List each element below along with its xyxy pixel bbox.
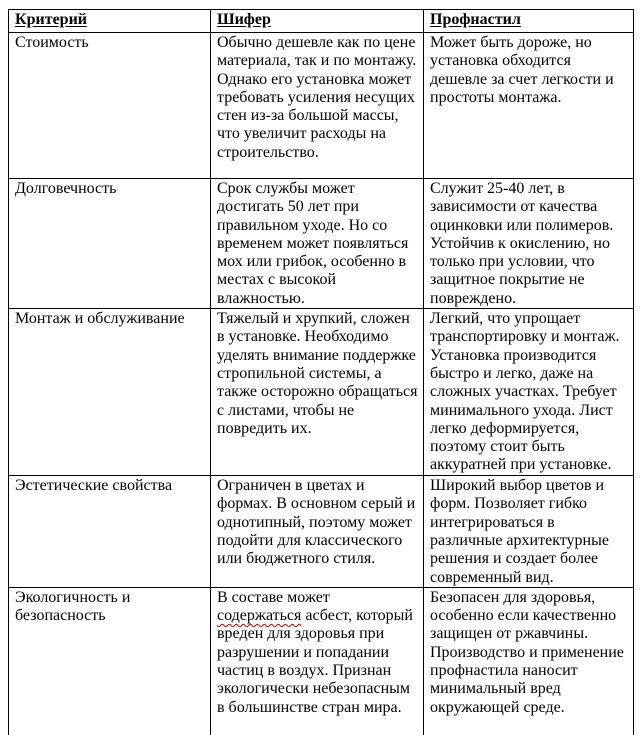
table-row-cost	[9, 33, 634, 179]
slate-text: Обычно дешевле как по цене материала, так и по монтажу. Однако его установка может требовать усиления несущих стен из-за большой массы, что увеличит расходы на строительство.	[217, 34, 417, 161]
slate-text-before: В составе может	[217, 588, 330, 606]
table-row-aesthetics	[9, 476, 634, 588]
header-criterion-label: Критерий	[15, 11, 88, 28]
slate-text: Тяжелый и хрупкий, сложен в установке. Необходимо уделять внимание поддержке стропильной системы, а также осторожно обращаться с листами, чтобы не повредить их.	[217, 310, 418, 437]
cell-slate	[211, 309, 424, 476]
profiled-text: Легкий, что упрощает транспортировку и монтаж. Установка производится быстро и легко, даже на сложных участках. Требует минимального ухода. Лист легко деформируется, поэтому стоит быть аккуратней при установке.	[430, 310, 620, 474]
criterion-text: Стоимость	[15, 34, 89, 51]
header-profiled-sheet-label: Профнастил	[430, 11, 521, 28]
profiled-text: Может быть дороже, но установка обходится дешевле за счет легкости и простоты монтажа.	[430, 34, 614, 106]
table-row-installation	[9, 309, 634, 476]
profiled-text: Служит 25-40 лет, в зависимости от качества оцинковки или полимеров. Устойчив к окислению, но только при условии, что защитное покрытие не повреждено.	[430, 180, 614, 307]
table-header-row	[9, 10, 634, 33]
slate-text-after: асбест, который вреден для здоровья при разрушении и попадании частиц в воздух. Признан экологически небезопасным в большинстве стран мира.	[217, 607, 413, 716]
cell-profiled	[424, 33, 634, 179]
cell-criterion	[9, 179, 211, 309]
criterion-text: Экологичность и безопасность	[15, 588, 131, 625]
cell-slate	[211, 587, 424, 735]
profiled-text: Безопасен для здоровья, особенно если качественно защищен от ржавчины. Производство и применение профнастила наносит минимальный вред окружающей среде.	[430, 588, 624, 716]
cell-criterion	[9, 476, 211, 588]
cell-slate	[211, 476, 424, 588]
criterion-text: Эстетические свойства	[15, 477, 173, 495]
table-row-ecology-safety	[9, 587, 634, 735]
cell-criterion	[9, 33, 211, 179]
cell-slate	[211, 179, 424, 309]
header-profiled-sheet	[424, 10, 634, 33]
header-slate	[211, 10, 424, 33]
comparison-table	[8, 9, 634, 735]
cell-profiled	[424, 476, 634, 588]
cell-criterion	[9, 309, 211, 476]
criterion-text: Долговечность	[15, 180, 117, 197]
cell-criterion	[9, 587, 211, 735]
header-slate-label: Шифер	[217, 11, 271, 28]
header-criterion	[9, 10, 211, 33]
cell-profiled	[424, 309, 634, 476]
criterion-text: Монтаж и обслуживание	[15, 310, 185, 328]
profiled-text: Широкий выбор цветов и форм. Позволяет гибко интегрироваться в различные архитектурные решения и создает более современный вид.	[430, 477, 609, 586]
slate-text: Срок службы может достигать 50 лет при правильном уходе. Но со временем может появляться мох или грибок, особенно в местах с высокой влажностью.	[217, 180, 409, 307]
cell-slate	[211, 33, 424, 179]
slate-text: Ограничен в цветах и формах. В основном серый и однотипный, поэтому может подойти для классического или бюджетного стиля.	[217, 477, 416, 568]
spellcheck-underlined-word: содержаться	[217, 607, 302, 625]
cell-profiled	[424, 179, 634, 309]
cell-profiled	[424, 587, 634, 735]
table-row-durability	[9, 179, 634, 309]
